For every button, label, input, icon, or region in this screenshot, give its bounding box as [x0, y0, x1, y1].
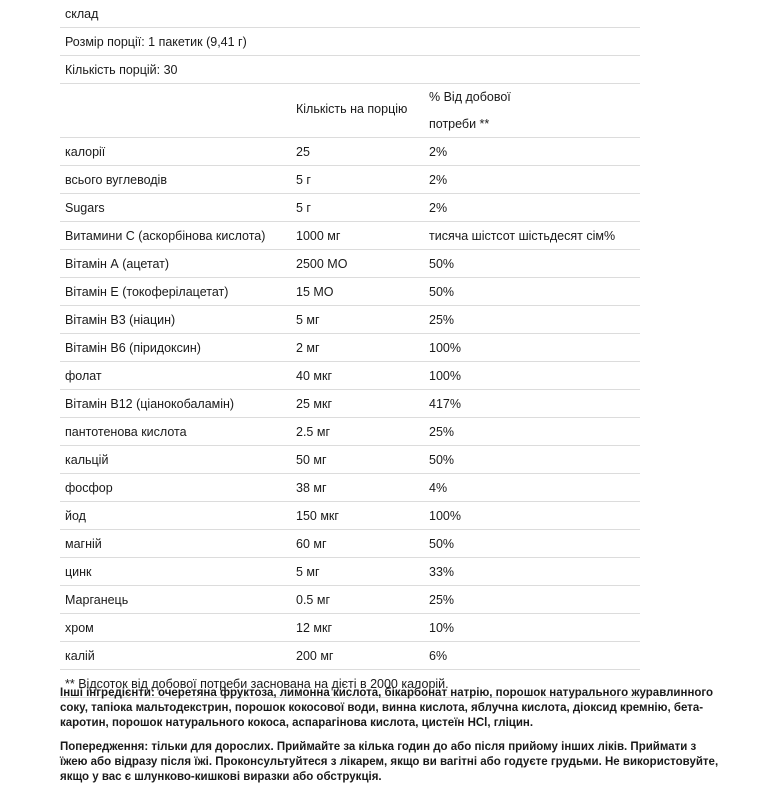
nutrient-name: йод	[65, 508, 86, 523]
nutrient-daily-value: 2%	[429, 144, 448, 159]
nutrient-name: цинк	[65, 564, 92, 579]
serving-size: Розмір порції: 1 пакетик (9,41 г)	[65, 34, 247, 49]
nutrient-amount: 1000 мг	[296, 228, 341, 243]
table-row	[60, 614, 640, 642]
nutrient-name: калій	[65, 648, 95, 663]
table-row	[60, 390, 640, 418]
nutrient-name: всього вуглеводів	[65, 172, 167, 187]
column-header-dv-line2: потреби **	[429, 117, 490, 131]
table-row	[60, 222, 640, 250]
nutrient-daily-value: 33%	[429, 564, 455, 579]
nutrient-name: Вітамін B3 (ніацин)	[65, 312, 176, 327]
nutrient-amount: 5 г	[296, 172, 311, 187]
nutrient-amount: 150 мкг	[296, 508, 339, 523]
table-row	[60, 586, 640, 614]
nutrient-daily-value: 6%	[429, 648, 448, 663]
table-row	[60, 166, 640, 194]
nutrient-daily-value: 25%	[429, 592, 455, 607]
nutrient-daily-value: 10%	[429, 620, 455, 635]
nutrient-name: Вітамін B12 (ціанокобаламін)	[65, 396, 235, 411]
nutrient-amount: 5 мг	[296, 312, 320, 327]
nutrient-name: фосфор	[65, 480, 113, 495]
nutrient-daily-value: 50%	[429, 284, 455, 299]
servings-count: Кількість порцій: 30	[65, 62, 178, 77]
nutrient-amount: 60 мг	[296, 536, 327, 551]
nutrient-amount: 40 мкг	[296, 368, 332, 383]
nutrient-amount: 38 мг	[296, 480, 327, 495]
nutrient-daily-value: 2%	[429, 200, 448, 215]
nutrient-name: Вітамін Е (токоферілацетат)	[65, 284, 229, 299]
nutrient-amount: 25	[296, 144, 310, 159]
nutrient-name: магній	[65, 536, 102, 551]
column-header-dv-line1: % Від добової	[429, 90, 511, 104]
nutrient-name: Sugars	[65, 200, 105, 215]
nutrient-amount: 15 МО	[296, 284, 334, 299]
nutrient-amount: 5 г	[296, 200, 311, 215]
nutrient-rows	[60, 138, 640, 670]
nutrient-amount: 12 мкг	[296, 620, 332, 635]
table-row	[60, 138, 640, 166]
nutrient-name: фолат	[65, 368, 102, 383]
table-row	[60, 642, 640, 670]
table-row	[60, 530, 640, 558]
nutrient-daily-value: 100%	[429, 368, 461, 383]
nutrient-name: кальцій	[65, 452, 109, 467]
nutrient-amount: 0.5 мг	[296, 592, 331, 607]
table-row	[60, 418, 640, 446]
serving-size-row	[60, 28, 640, 56]
nutrient-daily-value: 50%	[429, 256, 455, 271]
nutrient-amount: 50 мг	[296, 452, 327, 467]
nutrient-name: пантотенова кислота	[65, 424, 187, 439]
nutrient-amount: 5 мг	[296, 564, 320, 579]
nutrient-amount: 25 мкг	[296, 396, 332, 411]
nutrient-daily-value: 100%	[429, 340, 461, 355]
nutrient-name: Вітамін А (ацетат)	[65, 256, 170, 271]
nutrient-daily-value: 50%	[429, 536, 455, 551]
table-row	[60, 446, 640, 474]
table-title: склад	[65, 6, 99, 21]
nutrient-daily-value: 2%	[429, 172, 448, 187]
table-row	[60, 306, 640, 334]
table-row	[60, 558, 640, 586]
nutrient-amount: 2.5 мг	[296, 424, 331, 439]
table-row	[60, 194, 640, 222]
table-title-row	[60, 0, 640, 28]
nutrient-name: Марганець	[65, 592, 129, 607]
nutrient-amount: 2500 МО	[296, 256, 348, 271]
servings-count-row	[60, 56, 640, 84]
nutrient-amount: 200 мг	[296, 648, 334, 663]
nutrient-amount: 2 мг	[296, 340, 320, 355]
nutrient-daily-value: 417%	[429, 396, 461, 411]
table-row	[60, 250, 640, 278]
column-header-daily-value	[429, 84, 519, 138]
table-row	[60, 334, 640, 362]
table-row	[60, 502, 640, 530]
nutrient-daily-value: 100%	[429, 508, 461, 523]
other-ingredients: Інші інгредієнти: очеретяна фруктоза, лимонна кислота, бікарбонат натрію, порошок натурального журавлинного соку, тапіока мальтодекстрин, порошок кокосової води, винна кислота, яблучна кислота, діоксид кремнію, бета-каротин, порошок натурального кокоса, аспарагінова кислота, цистеїн HCl, гліцин.	[60, 687, 714, 729]
nutrient-name: Вітамін B6 (піридоксин)	[65, 340, 201, 355]
nutrient-daily-value: тисяча шістсот шістьдесят сім%	[429, 228, 616, 243]
footnote: ** Відсоток від добової потреби заснована на дієті в 2000 калорій.	[65, 676, 449, 691]
nutrient-name: Витамини C (аскорбінова кислота)	[65, 228, 266, 243]
nutrient-daily-value: 4%	[429, 480, 448, 495]
nutrient-daily-value: 25%	[429, 424, 455, 439]
table-row	[60, 278, 640, 306]
table-row	[60, 362, 640, 390]
column-header-amount: Кількість на порцію	[296, 102, 408, 116]
nutrient-daily-value: 50%	[429, 452, 455, 467]
nutrient-daily-value: 25%	[429, 312, 455, 327]
supplement-facts-table	[60, 0, 640, 698]
nutrient-name: хром	[65, 620, 94, 635]
nutrient-name: калорії	[65, 144, 106, 159]
table-row	[60, 474, 640, 502]
warning-text: Попередження: тільки для дорослих. Приймайте за кілька годин до або після прийому інших ліків. Приймати з їжею або відразу після їжі. Проконсультуйтеся з лікарем, якщо ви вагітні або годуєте грудьми. Не використовуйте, якщо у вас є шлунково-кишкові виразки або обструкція.	[60, 741, 719, 783]
column-header-row	[60, 84, 640, 138]
